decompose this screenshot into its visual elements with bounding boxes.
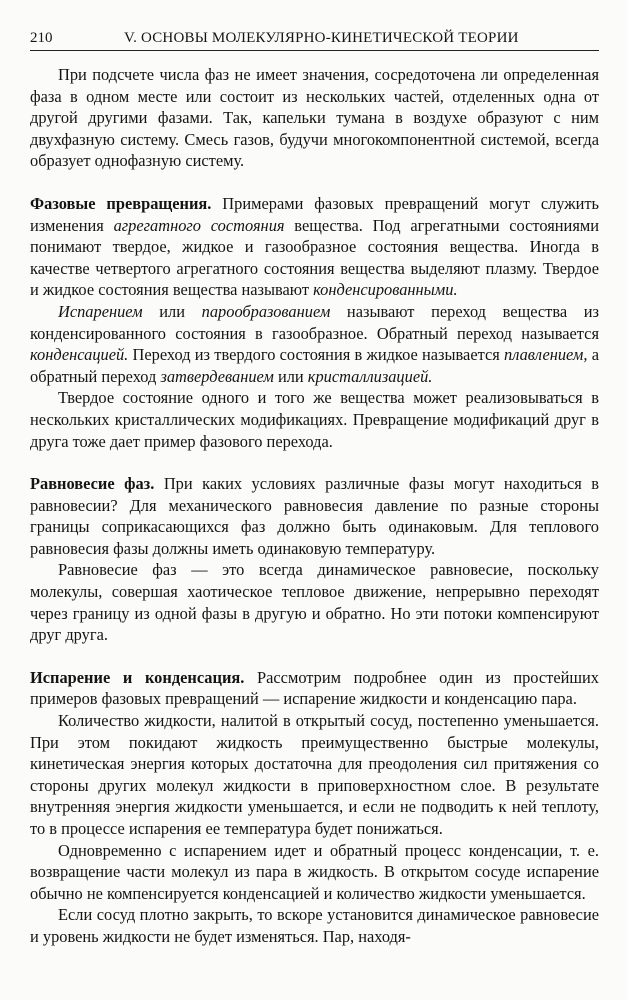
term-evaporation: Испарением — [58, 301, 143, 321]
paragraph-crystal-modifications: Твердое состояние одного и того же вещества может реализовываться в нескольких кристаллических модификациях. Превращение модификаций друг в друга тоже дает пример фазового перехода. — [30, 388, 599, 451]
term-melting: плавлением, — [504, 345, 588, 365]
paragraph-closed-vessel: Если сосуд плотно закрыть, то вскоре установится динамическое равновесие и уровень жидкости не будет изменяться. Пар, находя- — [30, 905, 599, 946]
term-aggregate-state: агрегатного состояния — [113, 215, 285, 235]
term-solidification: затвердеванием — [160, 366, 274, 386]
paragraph-open-vessel: Количество жидкости, налитой в открытый сосуд, постепенно уменьшается. При этом покидают жидкость преимущественно быстрые молекулы, кинетическая энергия которых достаточна для преодоления сил притяжения со стороны других молекул жидкости в приповерхностном слое. В результате внутренняя энергия жидкости уменьшается, и если не подводить к ней теплоту, то в процессе испарения ее температура будет понижаться. — [30, 711, 599, 838]
paragraph-reverse-process: Одновременно с испарением идет и обратный процесс конденсации, т. е. возвращение части молекул из пара в жидкость. В открытом сосуде испарение обычно не компенсируется конденсацией и количество жидкости уменьшается. — [30, 840, 599, 903]
term-crystallization: кристаллизацией. — [307, 366, 433, 386]
paragraph-evaporation-condensation: Испарение и конденсация. Рассмотрим подробнее один из простейших примеров фазовых превращений — испарение жидкости и конденсацию пара. — [30, 667, 599, 709]
paragraph-phase-transitions: Фазовые превращения. Примерами фазовых превращений могут служить изменения агрегатного состояния вещества. Под агрегатными состояниями понимают твердое, жидкое и газообразное состояния вещества. Иногда в качестве четвертого агрегатного состояния вещества выделяют плазму. Твердое и жидкое состояния вещества называют конденсированными. — [30, 193, 600, 300]
paragraph-dynamic-equilibrium: Равновесие фаз — это всегда динамическое равновесие, поскольку молекулы, совершая хаотическое тепловое движение, непрерывно переходят через границу из одной фазы в другую и обратно. Но эти потоки компенсируют друг друга. — [30, 560, 599, 645]
section-heading-evaporation-condensation: Испарение и конденсация. — [30, 667, 245, 687]
running-title: V. ОСНОВЫ МОЛЕКУЛЯРНО-КИНЕТИЧЕСКОЙ ТЕОРИИ — [124, 30, 519, 46]
term-vaporization: парообразованием — [201, 301, 331, 321]
paragraph-evaporation-definition: Испарением или парообразованием называют переход вещества из конденсированного состояния в газообразное. Обратный переход называется конденсацией. Переход из твердого состояния в жидкое называется плавлением, а обратный переход затвердеванием или кристаллизацией. — [30, 301, 599, 386]
paragraph-phase-equilibrium: Равновесие фаз. При каких условиях различные фазы могут находиться в равновесии? Для механического равновесия давление по разные стороны границы соприкасающихся фаз должно быть одинаковым. Для теплового равновесия фазы должны иметь одинаковую температуру. — [30, 474, 599, 558]
page-header — [30, 26, 599, 51]
section-heading-phase-equilibrium: Равновесие фаз. — [30, 474, 155, 494]
term-condensed: конденсированными. — [313, 280, 458, 300]
page-number: 210 — [30, 30, 53, 46]
paragraph-phase-count: При подсчете числа фаз не имеет значения, сосредоточена ли определенная фаза в одном месте или состоит из нескольких частей, отделенных одна от другой другими фазами. Так, капельки тумана в воздухе образуют с ним двухфазную систему. Смесь газов, будучи многокомпонентной системой, всегда образует однофазную систему. — [30, 65, 599, 171]
text-body — [30, 64, 599, 948]
term-condensation: конденсацией. — [30, 345, 129, 365]
section-heading-phase-transitions: Фазовые превращения. — [30, 193, 212, 213]
